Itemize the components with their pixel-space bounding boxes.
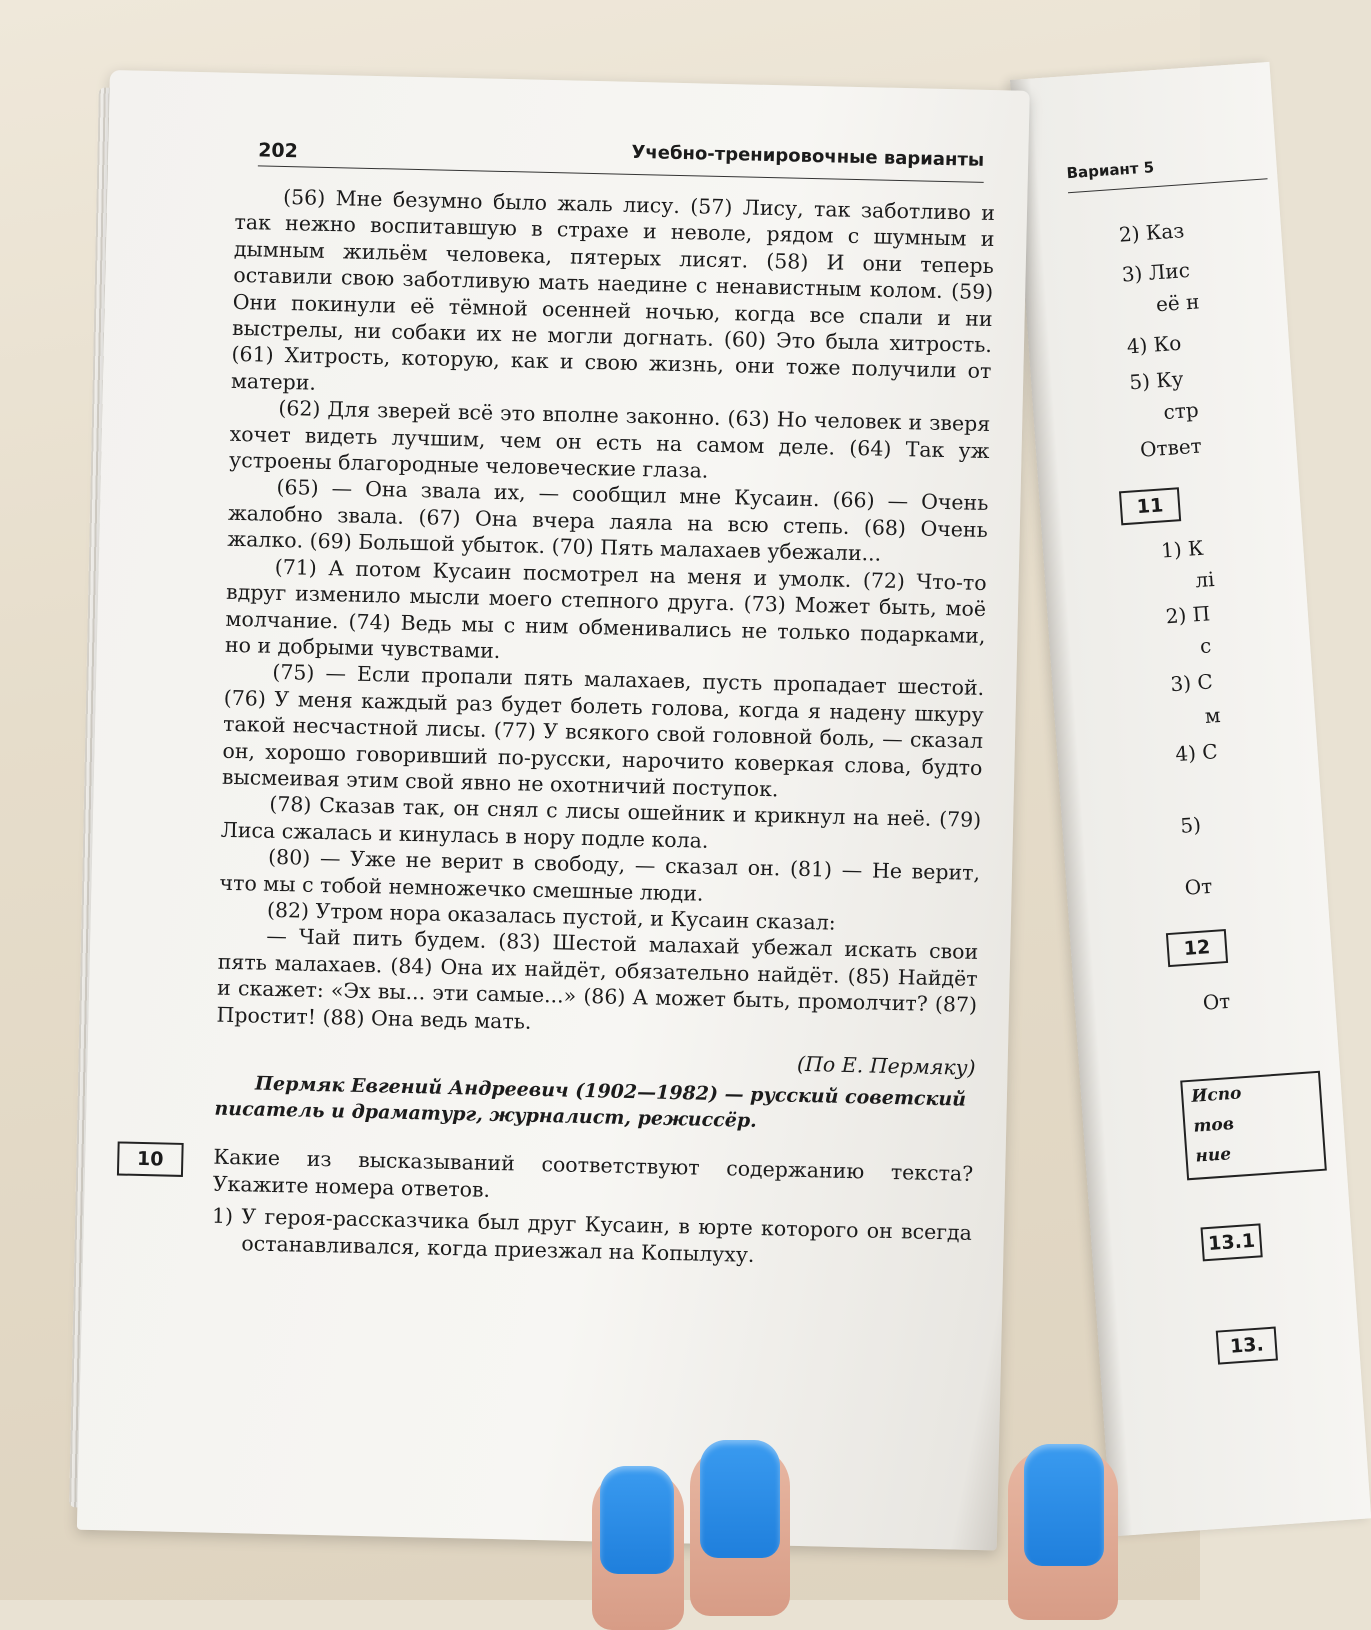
book-page <box>77 70 1030 1550</box>
right-line: 5) Ку <box>1128 366 1185 395</box>
right-line: 3) С <box>1169 669 1214 697</box>
author-bio: Пермяк Евгений Андреевич (1902—1982) — русский советский писатель и драматург, журналист, режиссёр. <box>214 1072 967 1133</box>
page-number: 202 <box>257 139 299 163</box>
right-line: 4) С <box>1174 739 1219 767</box>
callout-line: тов <box>1192 1113 1235 1137</box>
paragraph: (71) А потом Кусаин посмотрел на меня и умолк. (72) Что-то вдруг изменило мысли моего степного друга. (73) Может быть, моё молчание. (74) Ведь мы с ним обменивались не только подарками, но и добрыми чувствами. <box>224 554 987 663</box>
paragraph: (78) Сказав так, он снял с лисы ошейник и крикнул на неё. (79) Лиса сжалась и кинулась в нору подле кола. <box>220 792 982 853</box>
right-line: Ответ <box>1139 433 1203 462</box>
task-number-box: 10 <box>117 1142 184 1177</box>
paragraph: (62) Для зверей всё это вполне законно. (63) Но человек и зверя хочет видеть лучшим, чем он есть на самом деле. (64) Так уж устроены благородные человеческие глаза. <box>228 396 991 483</box>
source-attribution: (По Е. Пермяку) <box>796 1051 976 1080</box>
paragraph: — Чай пить будем. (83) Шестой малахай убежал искать свои пять малахаев. (84) Она их найдёт, обязательно найдёт. (85) Найдёт и скажет: «Эх вы... эти самые...» (86) А может быть, промолчит? (87) Простит! (88) Она ведь мать. <box>216 924 979 1034</box>
right-header-rule <box>1068 178 1268 193</box>
task-box-12: 12 <box>1166 929 1228 967</box>
paragraph: (65) — Она звала их, — сообщил мне Кусаин. (66) — Очень жалобно звала. (67) Она вчера лаяла на всю степь. (68) Очень жалко. (69) Большой убыток. (70) Пять малахаев убежали... <box>227 475 989 566</box>
right-line: её н <box>1155 289 1201 317</box>
right-running-title: Вариант 5 <box>1066 158 1155 183</box>
right-line: 3) Лис <box>1121 257 1191 287</box>
right-line: От <box>1202 988 1232 1015</box>
task-10 <box>136 1144 974 1273</box>
right-line: лі <box>1194 566 1216 593</box>
right-line: 5) <box>1179 812 1202 838</box>
right-line: 2) П <box>1164 601 1211 629</box>
right-line: с <box>1199 633 1212 659</box>
right-line: От <box>1183 873 1214 900</box>
fingernail <box>1024 1444 1104 1566</box>
right-line: 4) Ко <box>1126 330 1182 359</box>
callout-line: Испо <box>1190 1083 1243 1107</box>
task-box-13-2: 13. <box>1216 1327 1278 1365</box>
main-text <box>136 183 996 1273</box>
right-line: 1) К <box>1160 535 1205 563</box>
answer-option: 1) У героя-рассказчика был друг Кусаин, в юрте которого он всегда останавливался, когда приезжал на Копылуху. <box>211 1203 973 1267</box>
paragraph: (80) — Уже не верит в свободу, — сказал он. (81) — Не верит, что мы с тобой немножечко смешные люди. <box>219 844 981 906</box>
paragraph: (56) Мне безумно было жаль лису. (57) Лису, так заботливо и так нежно воспитавшую в страхе и неволе, рядом с шумным и дымным жильём человека, пятерых лисят. (58) И они теперь оставили свою заботливую мать наедине с ненавистным колом. (59) Они покинули её тёмной осенней ночью, когда все спали и ни выстрелы, ни собаки их не могли догнать. (60) Это была хитрость. (61) Хитрость, которую, как и свою жизнь, они тоже получили от матери. <box>230 184 996 395</box>
task-box-11: 11 <box>1119 487 1181 525</box>
task-question: Какие из высказываний соответствуют содержанию текста? Укажите номера ответов. <box>212 1145 974 1202</box>
callout-line: ние <box>1194 1144 1232 1167</box>
task-box-13-1: 13.1 <box>1201 1223 1263 1261</box>
right-line: стр <box>1162 397 1200 425</box>
right-line: 2) Каз <box>1118 218 1185 247</box>
paragraph: (82) Утром нора оказалась пустой, и Кусаин сказал: <box>266 897 836 935</box>
fingernail <box>700 1440 780 1558</box>
right-callout-box <box>1180 1071 1327 1181</box>
right-line: м <box>1203 702 1222 728</box>
fingernail <box>600 1466 674 1574</box>
paragraph: (75) — Если пропали пять малахаев, пусть пропадает шестой. (76) У меня каждый раз будет болеть голова, когда я надену шкуру такой несчастной лисы. (77) У всякого свой головной боль, — сказал он, хорошо говоривший по-русски, нарочито коверкая слова, будто высмеивая этим свой явно не охотничий поступок. <box>221 660 985 802</box>
running-title: Учебно-тренировочные варианты <box>631 141 985 171</box>
